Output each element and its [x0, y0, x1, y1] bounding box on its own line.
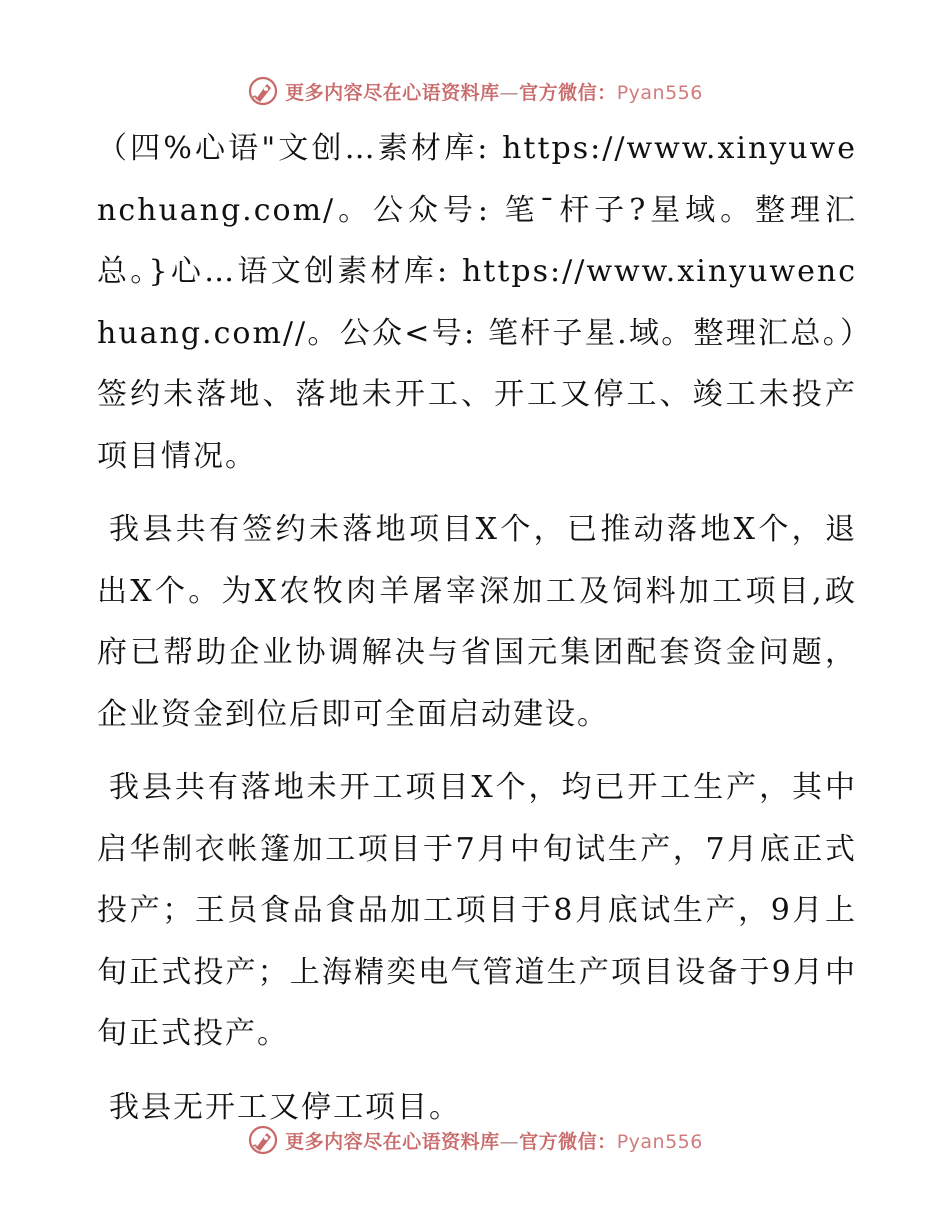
watermark-dash: —	[499, 1130, 520, 1153]
watermark-main: 更多内容尽在心语资料库	[285, 81, 500, 104]
watermark-account-label: 官方微信：	[519, 1130, 617, 1153]
header-watermark	[0, 71, 950, 111]
paragraph-signed-not-landed: 我县共有签约未落地项目X个，已推动落地X个，退出X个。为X农牧肉羊屠宰深加工及饲料加工项目,政府已帮助企业协调解决与省国元集团配套资金问题，企业资金到位后即可全面启动建设。	[97, 512, 857, 732]
paragraph-no-stalled-projects: 我县无开工又停工项目。	[109, 1089, 461, 1125]
paragraph-intro: （四%心语"文创…素材库: https://www.xinyuwenchuang.com/。公众号: 笔¯杆子?星域。整理汇总。}心…语文创素材库: https://www.xinyuwenchuang.com//。公众<号: 笔杆子星.域。整理汇总。）签约未落地、落地未开工、开工又停工、竣工未投产项目情况。	[97, 131, 857, 474]
watermark-text	[285, 78, 703, 105]
pen-nib-logo-icon	[247, 75, 279, 107]
watermark-text	[285, 1127, 703, 1154]
watermark-dash: —	[499, 81, 520, 104]
footer-watermark	[0, 1120, 950, 1160]
watermark-main: 更多内容尽在心语资料库	[285, 1130, 500, 1153]
watermark-account-id: Pyan556	[616, 1130, 703, 1153]
watermark-account-label: 官方微信：	[519, 81, 617, 104]
paragraph-landed-not-started: 我县共有落地未开工项目X个，均已开工生产，其中启华制衣帐篷加工项目于7月中旬试生产，7月底正式投产；王员食品食品加工项目于8月底试生产，9月上旬正式投产；上海精奕电气管道生产项目设备于9月中旬正式投产。	[97, 770, 857, 1051]
document-body	[97, 118, 857, 1138]
pen-nib-logo-icon	[247, 1124, 279, 1156]
watermark-account-id: Pyan556	[616, 81, 703, 104]
